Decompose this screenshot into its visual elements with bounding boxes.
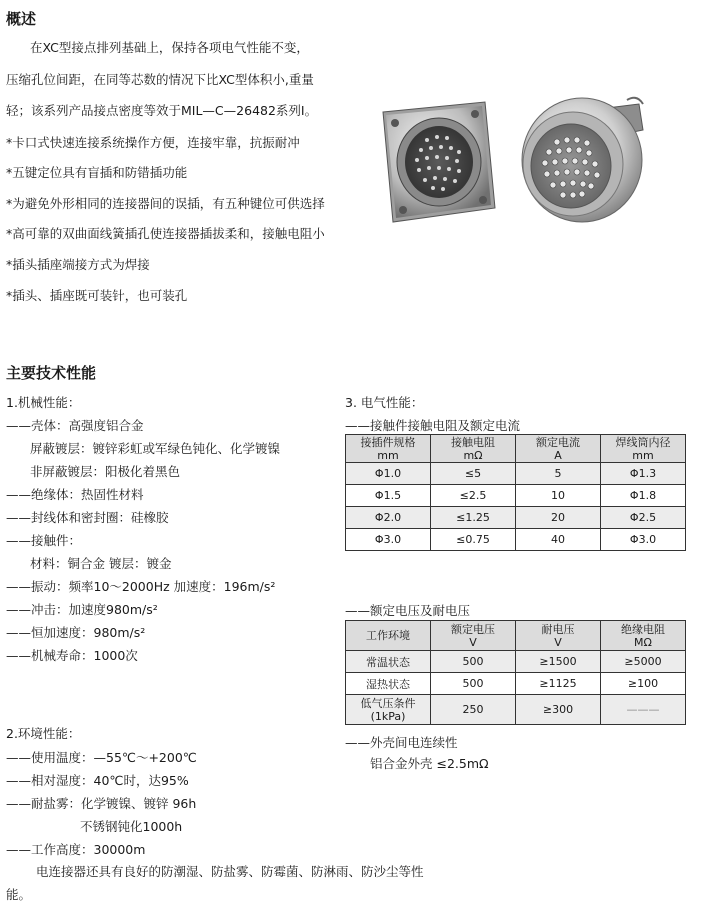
table-cell: Φ2.0: [346, 507, 431, 529]
env-note-line-1: 电连接器还具有良好的防潮湿、防盐雾、防霉菌、防淋雨、防沙尘等性: [36, 864, 424, 879]
table-cell: 40: [516, 529, 601, 551]
table-cell: ≤1.25: [431, 507, 516, 529]
mech-shell: ——壳体：高强度铝合金: [6, 418, 144, 433]
table-cell: 低气压条件 (1kPa): [346, 695, 431, 725]
contact-table-title: ——接触件接触电阻及额定电流: [345, 418, 521, 433]
mechanical-title: 1.机械性能：: [6, 395, 81, 410]
table-row: [346, 673, 686, 695]
table-header-row: [346, 435, 686, 463]
mech-shield-plating: 屏蔽镀层：镀锌彩虹或军绿色钝化、化学镀镍: [30, 441, 281, 456]
table-header-cell: 焊线筒内径 mm: [601, 435, 686, 463]
table-row: [346, 651, 686, 673]
mech-nonshield-plating: 非屏蔽镀层：阳极化着黑色: [30, 464, 181, 479]
table-row: [346, 463, 686, 485]
env-temperature: ——使用温度：—55℃～+200℃: [6, 750, 197, 765]
table-header-cell: 接触电阻 mΩ: [431, 435, 516, 463]
table-cell: Φ1.0: [346, 463, 431, 485]
table-row: [346, 529, 686, 551]
connector-photo: [377, 90, 647, 240]
continuity-value: 铝合金外壳 ≤2.5mΩ: [370, 756, 489, 771]
main-spec-heading: 主要技术性能: [6, 364, 97, 382]
table-cell: 常温状态: [346, 651, 431, 673]
table-cell: ≥5000: [601, 651, 686, 673]
env-salt-fog-stainless: 不锈钢钝化1000h: [80, 819, 183, 834]
env-altitude: ——工作高度：30000m: [6, 842, 146, 857]
table-cell: 250: [431, 695, 516, 725]
table-header-cell: 绝缘电阻 MΩ: [601, 621, 686, 651]
electrical-title: 3. 电气性能：: [345, 395, 424, 410]
overview-heading: 概述: [6, 10, 37, 28]
table-cell: Φ3.0: [601, 529, 686, 551]
table-header-cell: 接插件规格 mm: [346, 435, 431, 463]
environmental-title: 2.环境性能：: [6, 726, 81, 741]
table-cell: 10: [516, 485, 601, 507]
table-cell: Φ1.3: [601, 463, 686, 485]
contact-resistance-table: [345, 434, 686, 551]
table-header-cell: 额定电流 A: [516, 435, 601, 463]
continuity-title: ——外壳间电连续性: [345, 735, 458, 750]
voltage-table-title: ——额定电压及耐电压: [345, 603, 471, 618]
table-cell: ≥1500: [516, 651, 601, 673]
feature-bullet: *卡口式快速连接系统操作方便，连接牢靠，抗振耐冲: [6, 135, 300, 150]
table-row: [346, 507, 686, 529]
mech-contact-material: 材料：铜合金 镀层：镀金: [30, 556, 172, 571]
env-note-line-2: 能。: [6, 887, 32, 902]
overview-paragraph-line-1: 在XC型接点排列基础上，保持各项电气性能不变，: [30, 40, 309, 55]
mech-contact: ——接触件：: [6, 533, 82, 548]
plug-image: [522, 98, 643, 222]
table-header-cell: 耐电压 V: [516, 621, 601, 651]
table-cell: ≤2.5: [431, 485, 516, 507]
table-cell: ≥1125: [516, 673, 601, 695]
table-cell: 500: [431, 673, 516, 695]
table-cell: ≤5: [431, 463, 516, 485]
overview-paragraph-line-2: 压缩孔位间距，在同等芯数的情况下比XC型体积小,重量: [6, 72, 314, 87]
receptacle-image: [383, 102, 495, 222]
table-cell: ≤0.75: [431, 529, 516, 551]
table-cell: 湿热状态: [346, 673, 431, 695]
table-cell: ≥100: [601, 673, 686, 695]
overview-paragraph-line-3: 轻；该系列产品接点密度等效于MIL—C—26482系列Ⅰ。: [6, 103, 318, 118]
feature-bullet: *插头插座端接方式为焊接: [6, 257, 150, 272]
mech-seal: ——封线体和密封圈：硅橡胶: [6, 510, 169, 525]
table-header-row: [346, 621, 686, 651]
mech-const-accel: ——恒加速度：980m/s²: [6, 625, 146, 640]
feature-bullet: *五键定位具有盲插和防错插功能: [6, 165, 188, 180]
table-header-cell: 额定电压 V: [431, 621, 516, 651]
table-cell: ———: [601, 695, 686, 725]
mech-insulator: ——绝缘体：热固性材料: [6, 487, 144, 502]
feature-bullet: *高可靠的双曲面线簧插孔使连接器插拔柔和，接触电阻小: [6, 226, 325, 241]
feature-bullet: *为避免外形相同的连接器间的误插，有五种键位可供选择: [6, 196, 325, 211]
table-header-cell: 工作环境: [346, 621, 431, 651]
table-cell: Φ1.5: [346, 485, 431, 507]
table-row: [346, 695, 686, 725]
env-salt-fog: ——耐盐雾：化学镀镍、镀锌 96h: [6, 796, 197, 811]
env-humidity: ——相对湿度：40℃时，达95%: [6, 773, 189, 788]
mech-life: ——机械寿命：1000次: [6, 648, 138, 663]
rated-voltage-table: [345, 620, 686, 725]
table-cell: Φ1.8: [601, 485, 686, 507]
table-cell: Φ3.0: [346, 529, 431, 551]
feature-bullet: *插头、插座既可装针，也可装孔: [6, 288, 188, 303]
table-cell: 500: [431, 651, 516, 673]
table-cell: Φ2.5: [601, 507, 686, 529]
table-cell: ≥300: [516, 695, 601, 725]
table-cell: 20: [516, 507, 601, 529]
mech-shock: ——冲击：加速度980m/s²: [6, 602, 158, 617]
table-row: [346, 485, 686, 507]
mech-vibration: ——振动：频率10～2000Hz 加速度：196m/s²: [6, 579, 276, 594]
table-cell: 5: [516, 463, 601, 485]
